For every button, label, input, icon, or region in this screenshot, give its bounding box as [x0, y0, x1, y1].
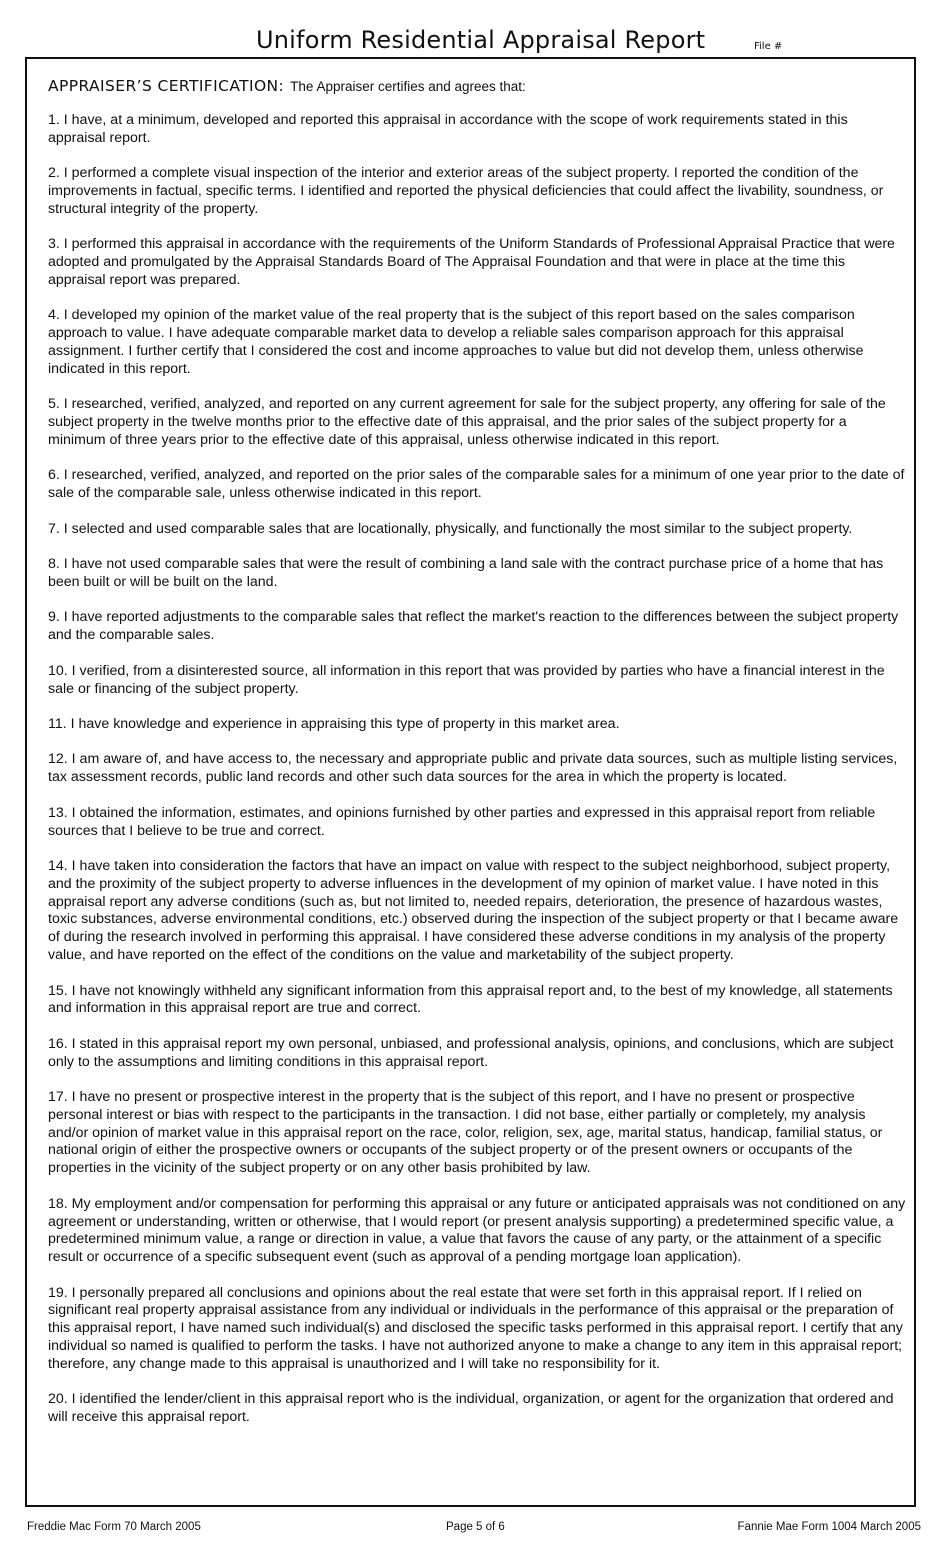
certification-item-3: 3. I performed this appraisal in accordance with the requirements of the Uniform Standards of Professional Appraisal Practice that were adopted and promulgated by the Appraisal Standards Board of The Appraisal Foundation and that were in place at the time this appraisal report was prepared. [48, 236, 895, 288]
certification-item-18: 18. My employment and/or compensation for performing this appraisal or any future or anticipated appraisals was not conditioned on any agreement or understanding, written or otherwise, that I would report (or present analysis supporting) a predetermined specific value, a predetermined minimum value, a range or direction in value, a value that favors the cause of any party, or the attainment of a specific result or occurrence of a specific subsequent event (such as approval of a pending mortgage loan application). [48, 1195, 906, 1266]
certification-item-2: 2. I performed a complete visual inspection of the interior and exterior areas of the subject property. I reported the condition of the improvements in factual, specific terms. I identified and reported the physical deficiencies that could affect the livability, soundness, or structural integrity of the property. [48, 165, 884, 217]
footer-page-number: Page 5 of 6 [446, 1521, 505, 1533]
certification-item-9: 9. I have reported adjustments to the comparable sales that reflect the market's reaction to the differences between the subject property and the comparable sales. [48, 609, 899, 644]
certification-item-19: 19. I personally prepared all conclusions and opinions about the real estate that were set forth in this appraisal report. If I relied on significant real property appraisal assistance from any individual or individuals in the performance of this appraisal or the preparation of this appraisal report, I have named such individual(s) and disclosed the specific tasks performed in this appraisal report. I certify that any individual so named is qualified to perform the tasks. I have not authorized anyone to make a change to any item in this appraisal report; therefore, any change made to this appraisal is unauthorized and I will take no responsibility for it. [48, 1284, 903, 1372]
certification-item-20: 20. I identified the lender/client in this appraisal report who is the individual, organization, or agent for the organization that ordered and will receive this appraisal report. [48, 1391, 894, 1426]
certification-title: APPRAISER’S CERTIFICATION: [48, 77, 285, 95]
certification-item-15: 15. I have not knowingly withheld any significant information from this appraisal report and, to the best of my knowledge, all statements and information in this appraisal report are true and correct. [48, 982, 893, 1017]
certification-item-10: 10. I verified, from a disinterested source, all information in this report that was provided by parties who have a financial interest in the sale or financing of the subject property. [48, 662, 885, 697]
certification-item-8: 8. I have not used comparable sales that were the result of combining a land sale with the contract purchase price of a home that has been built or will be built on the land. [48, 556, 884, 590]
certification-item-16: 16. I stated in this appraisal report my own personal, unbiased, and professional analysis, opinions, and conclusions, which are subject only to the assumptions and limiting conditions in this appraisal report. [48, 1035, 894, 1070]
certification-item-17: 17. I have no present or prospective interest in the property that is the subject of this report, and I have no present or prospective personal interest or bias with respect to the participants in the transaction. I did not base, either partially or completely, my analysis and/or opinion of market value in this appraisal report on the race, color, religion, sex, age, marital status, handicap, familial status, or national origin of either the prospective owners or occupants of the subject property or of the present owners or occupants of the properties in the vicinity of the subject property or on any other basis prohibited by law. [48, 1089, 883, 1177]
certification-item-5: 5. I researched, verified, analyzed, and reported on any current agreement for sale for the subject property, any offering for sale of the subject property in the twelve months prior to the effective date of this appraisal, and the prior sales of the subject property for a minimum of three years prior to the effective date of this appraisal, unless otherwise indicated in this report. [48, 396, 886, 448]
certification-item-14: 14. I have taken into consideration the factors that have an impact on value with respect to the subject neighborhood, subject property, and the proximity of the subject property to adverse influences in the development of my opinion of market value. I have noted in this appraisal report any adverse conditions (such as, but not limited to, needed repairs, deterioration, the presence of hazardous wastes, toxic substances, adverse environmental conditions, etc.) observed during the inspection of the subject property or that I became aware of during the research involved in performing this appraisal. I have considered these adverse conditions in my analysis of the property value, and have reported on the effect of the conditions on the value and marketability of the subject property. [48, 858, 899, 964]
certification-item-13: 13. I obtained the information, estimates, and opinions furnished by other parties and expressed in this appraisal report from reliable sources that I believe to be true and correct. [48, 804, 876, 839]
certification-item-1: 1. I have, at a minimum, developed and reported this appraisal in accordance with the scope of work requirements stated in this appraisal report. [48, 112, 848, 146]
certification-intro: The Appraiser certifies and agrees that: [290, 79, 526, 94]
page-header [0, 26, 950, 60]
file-number-label: File # [754, 41, 783, 52]
footer-freddie-mac-form: Freddie Mac Form 70 March 2005 [27, 1521, 201, 1533]
certification-item-11: 11. I have knowledge and experience in appraising this type of property in this market area. [48, 716, 620, 732]
certification-item-12: 12. I am aware of, and have access to, the necessary and appropriate public and private data sources, such as multiple listing services, tax assessment records, public land records and other such data sources for the area in which the property is located. [48, 751, 898, 786]
footer-fannie-mae-form: Fannie Mae Form 1004 March 2005 [737, 1521, 921, 1533]
certification-heading [48, 76, 906, 95]
certification-content [48, 76, 906, 1445]
page-footer [0, 1521, 950, 1537]
certification-frame [25, 57, 916, 1507]
page-title: Uniform Residential Appraisal Report [256, 26, 706, 54]
certification-item-7: 7. I selected and used comparable sales that are locationally, physically, and functionally the most similar to the subject property. [48, 520, 853, 537]
certification-item-4: 4. I developed my opinion of the market value of the real property that is the subject of this report based on the sales comparison approach to value. I have adequate comparable market data to develop a reliable sales comparison approach for this appraisal assignment. I further certify that I considered the cost and income approaches to value but did not develop them, unless otherwise indicated in this report. [48, 307, 864, 377]
certification-items [48, 112, 906, 1427]
certification-item-6: 6. I researched, verified, analyzed, and reported on the prior sales of the comparable sales for a minimum of one year prior to the date of sale of the comparable sale, unless otherwise indicated in this report. [48, 467, 905, 502]
